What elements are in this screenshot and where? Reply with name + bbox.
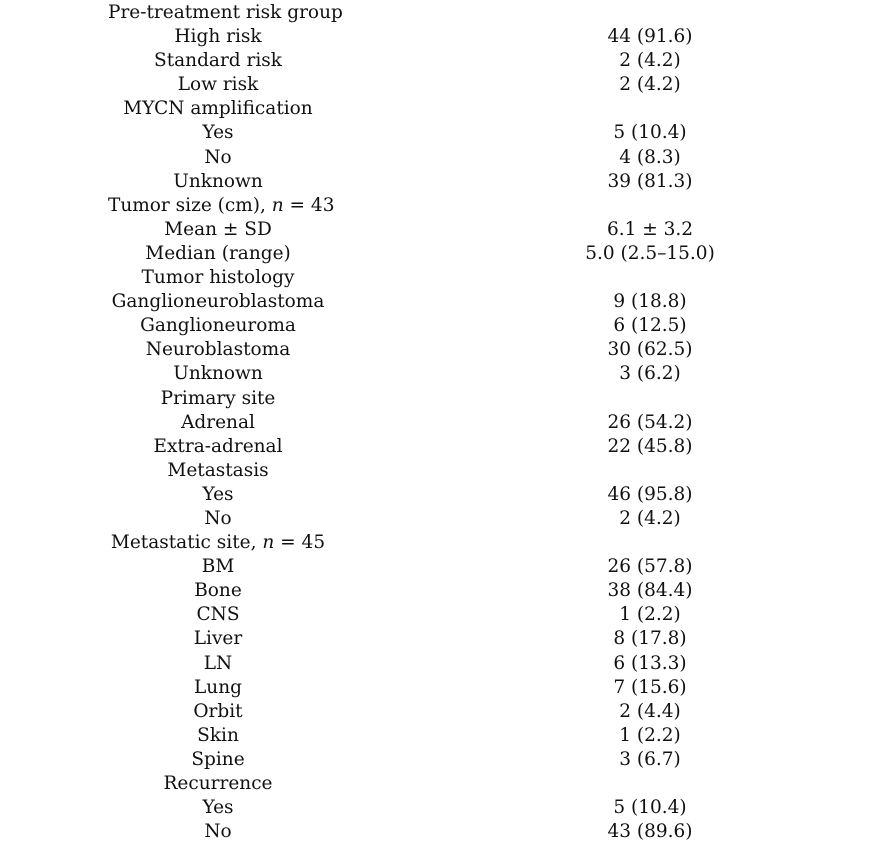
table-section-header: [0, 772, 874, 796]
table-row: [0, 25, 874, 49]
row-value: 2 (4.4): [619, 700, 681, 722]
row-label: CNS: [196, 604, 240, 626]
table-section-header: [0, 531, 874, 555]
row-value: 1 (2.2): [619, 604, 681, 626]
row-value: 26 (57.8): [607, 556, 693, 578]
table-row: [0, 820, 874, 844]
row-value: 2 (4.2): [619, 74, 681, 96]
row-label: LN: [203, 652, 233, 674]
row-value: 39 (81.3): [607, 170, 693, 192]
table-section-header: [0, 1, 874, 25]
row-label: Orbit: [193, 700, 243, 722]
row-value: 8 (17.8): [613, 628, 687, 650]
table-row: [0, 555, 874, 579]
row-label: Tumor histology: [141, 267, 295, 289]
row-value: 2 (4.2): [619, 50, 681, 72]
table-row: [0, 411, 874, 435]
row-label: Bone: [194, 580, 242, 602]
table-row: [0, 314, 874, 338]
table-row: [0, 483, 874, 507]
row-value: 6.1 ± 3.2: [606, 218, 694, 240]
table-row: [0, 748, 874, 772]
table-row: [0, 170, 874, 194]
row-label: Spine: [191, 748, 245, 770]
row-label: Adrenal: [181, 411, 255, 433]
row-label: No: [204, 507, 232, 529]
row-label: Extra-adrenal: [153, 435, 283, 457]
row-label: BM: [201, 556, 235, 578]
row-value: 4 (8.3): [619, 146, 681, 168]
table-row: [0, 121, 874, 145]
table-row: [0, 579, 874, 603]
row-label: No: [204, 146, 232, 168]
row-label: Neuroblastoma: [145, 339, 291, 361]
table-section-header: [0, 97, 874, 121]
row-label: Skin: [197, 724, 239, 746]
table-row: [0, 700, 874, 724]
row-label: Metastasis: [167, 459, 269, 481]
table-row: [0, 146, 874, 170]
table-row: [0, 362, 874, 386]
row-label: No: [204, 821, 232, 843]
table-row: [0, 338, 874, 362]
row-label: Yes: [202, 797, 234, 819]
row-value: 38 (84.4): [607, 580, 693, 602]
table-section-header: [0, 266, 874, 290]
row-value: 5 (10.4): [613, 797, 687, 819]
table-row: [0, 796, 874, 820]
row-value: 1 (2.2): [619, 724, 681, 746]
table-row: [0, 49, 874, 73]
table-row: [0, 603, 874, 627]
row-value: 9 (18.8): [613, 291, 687, 313]
row-label: Pre-treatment risk group: [108, 2, 343, 23]
row-value: 3 (6.7): [619, 748, 681, 770]
row-value: 3 (6.2): [619, 363, 681, 385]
row-label: MYCN amplification: [123, 98, 313, 120]
row-label: Unknown: [173, 363, 263, 385]
row-label: Low risk: [177, 74, 259, 96]
row-label: Mean ± SD: [164, 218, 272, 240]
row-label: Standard risk: [154, 50, 282, 72]
row-label: High risk: [174, 26, 262, 48]
row-label: Ganglioneuroblastoma: [111, 291, 325, 313]
row-value: 6 (13.3): [613, 652, 687, 674]
row-label: Lung: [194, 676, 242, 698]
row-label: Ganglioneuroma: [140, 315, 296, 337]
table-section-header: [0, 387, 874, 411]
row-value: 2 (4.2): [619, 507, 681, 529]
row-value: 44 (91.6): [607, 26, 693, 48]
row-label: Median (range): [145, 242, 291, 264]
row-value: 30 (62.5): [607, 339, 693, 361]
row-value: 43 (89.6): [607, 821, 693, 843]
row-label: Unknown: [173, 170, 263, 192]
row-label: Recurrence: [163, 773, 273, 794]
row-value: 26 (54.2): [607, 411, 693, 433]
table-row: [0, 724, 874, 748]
table-row: [0, 627, 874, 651]
row-value: 5 (10.4): [613, 122, 687, 144]
table-row: [0, 435, 874, 459]
table-section-header: [0, 194, 874, 218]
row-value: 7 (15.6): [613, 676, 687, 698]
row-label: Yes: [202, 483, 234, 505]
row-label: Liver: [193, 628, 243, 650]
row-label: Yes: [202, 122, 234, 144]
table-row: [0, 242, 874, 266]
row-value: 6 (12.5): [613, 315, 687, 337]
row-label: Primary site: [160, 387, 276, 409]
row-value: 46 (95.8): [607, 483, 693, 505]
row-label: Metastatic site, n = 45: [110, 532, 326, 554]
table-row: [0, 652, 874, 676]
row-label: Tumor size (cm), n = 43: [108, 194, 335, 216]
table-row: [0, 676, 874, 700]
table-row: [0, 218, 874, 242]
table-section-header: [0, 459, 874, 483]
table-row: [0, 507, 874, 531]
row-value: 22 (45.8): [607, 435, 693, 457]
table-row: [0, 73, 874, 97]
table-row: [0, 290, 874, 314]
row-value: 5.0 (2.5–15.0): [585, 242, 715, 264]
